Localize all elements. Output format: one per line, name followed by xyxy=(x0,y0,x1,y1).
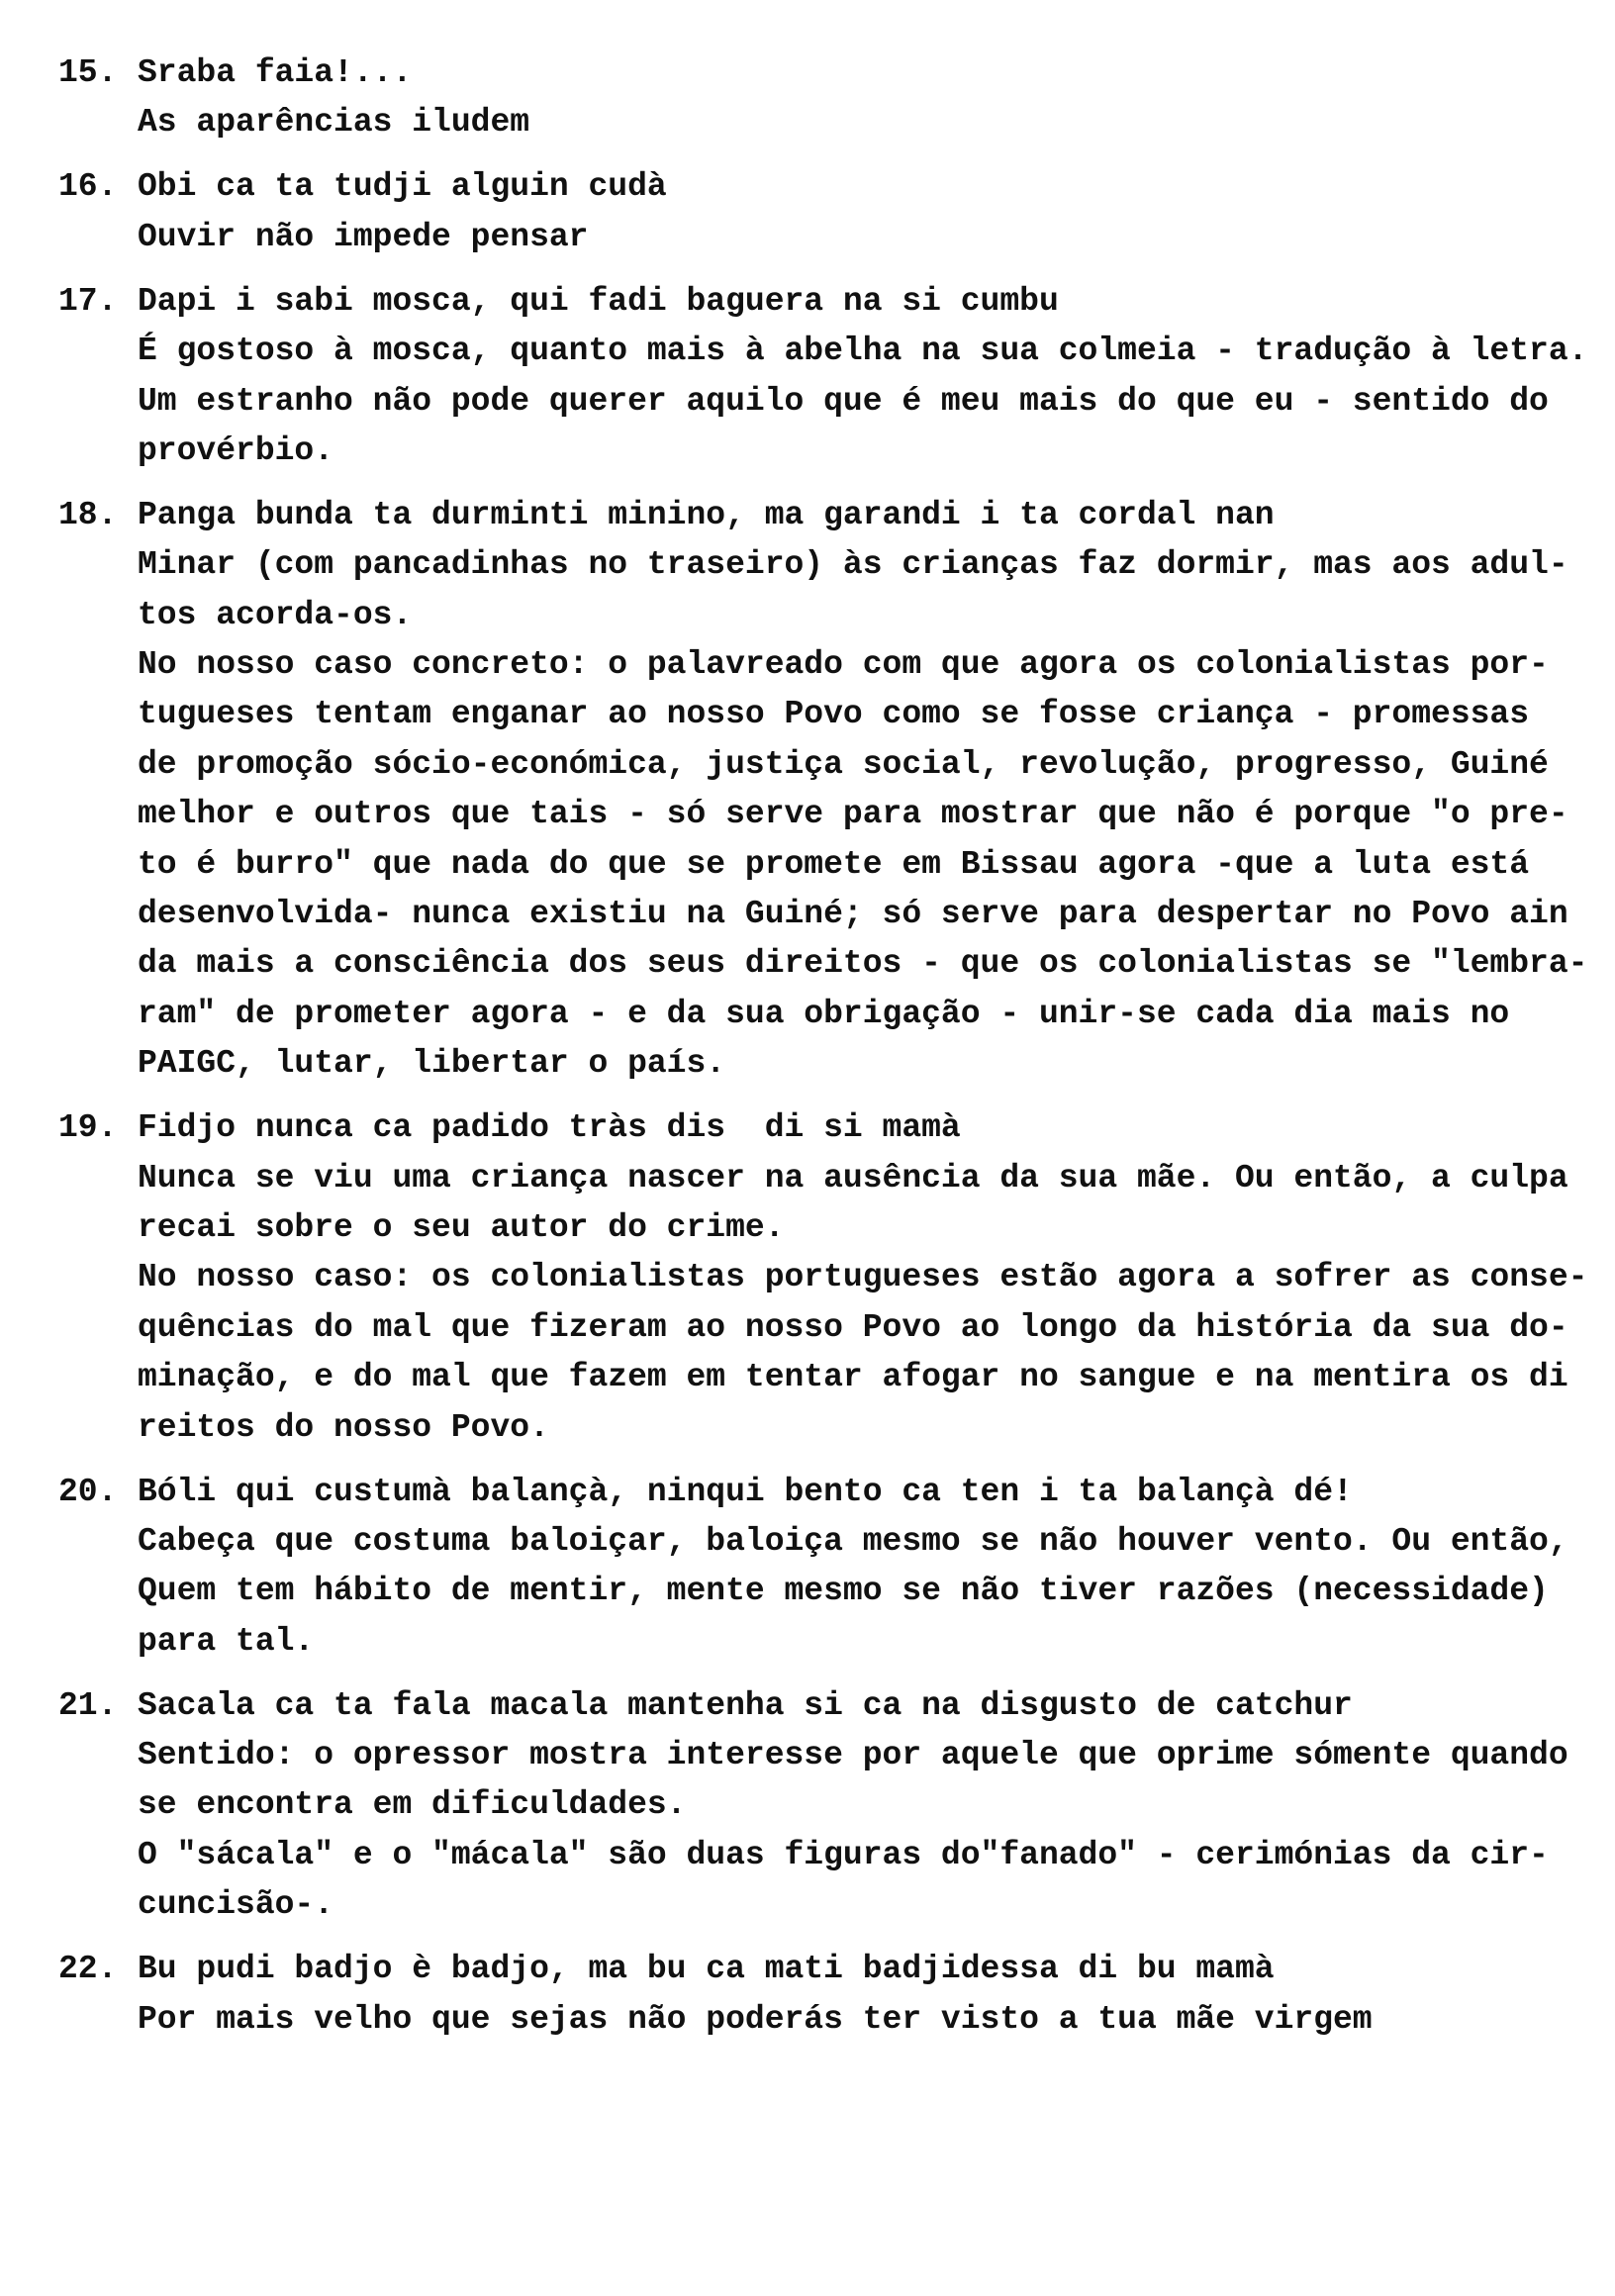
proverb-explanation-line: recai sobre o seu autor do crime. xyxy=(138,1208,785,1246)
proverbs-document xyxy=(58,48,1588,2059)
proverb-number: 19. xyxy=(58,1109,118,1147)
proverb-explanation-line: para tal. xyxy=(138,1622,315,1660)
proverb-explanation-line: PAIGC, lutar, libertar o país. xyxy=(138,1045,726,1083)
proverb-item xyxy=(58,491,1588,1090)
proverb-explanation-line: melhor e outros que tais - só serve para mostrar que não é porque "o pre- xyxy=(138,796,1568,833)
proverb-explanation-line: provérbio. xyxy=(138,431,334,469)
proverb-explanation-line: É gostoso à mosca, quanto mais à abelha na sua colmeia - tradução à letra. xyxy=(138,333,1588,370)
proverb-text: Panga bunda ta durminti minino, ma garandi i ta cordal nan xyxy=(138,496,1275,533)
proverb-original xyxy=(58,48,1563,98)
proverb-original xyxy=(58,1103,1563,1153)
proverb-original xyxy=(58,1468,1563,1517)
proverb-explanation-line: Cabeça que costuma baloiçar, baloiça mesmo se não houver vento. Ou então, xyxy=(138,1522,1568,1560)
proverb-explanation-line: No nosso caso concreto: o palavreado com que agora os colonialistas por- xyxy=(138,646,1549,684)
proverb-text: Sacala ca ta fala macala mantenha si ca na disgusto de catchur xyxy=(138,1686,1353,1724)
proverb-text: Bu pudi badjo è badjo, ma bu ca mati badjidessa di bu mamà xyxy=(138,1951,1275,1988)
proverb-explanation-line: Ouvir não impede pensar xyxy=(138,218,589,255)
proverb-explanation-line: Por mais velho que sejas não poderás ter visto a tua mãe virgem xyxy=(138,2000,1373,2038)
proverb-explanation-line: se encontra em dificuldades. xyxy=(138,1786,687,1824)
proverb-explanation-line: As aparências iludem xyxy=(138,104,530,142)
proverb-number: 20. xyxy=(58,1473,118,1510)
proverb-explanation-line: Sentido: o opressor mostra interesse por aquele que oprime sómente quando xyxy=(138,1737,1568,1774)
proverb-explanation-line: cuncisão-. xyxy=(138,1886,334,1924)
proverb-number: 16. xyxy=(58,168,118,206)
proverb-item xyxy=(58,48,1563,148)
proverb-item xyxy=(58,1681,1568,1931)
proverb-explanation-line: minação, e do mal que fazem em tentar afogar no sangue e na mentira os di xyxy=(138,1359,1568,1396)
proverb-item xyxy=(58,1468,1568,1668)
proverb-explanation-line: tos acorda-os. xyxy=(138,596,413,633)
proverb-text: Fidjo nunca ca padido tràs dis di si mamà xyxy=(138,1109,961,1147)
proverb-explanation-line: Nunca se viu uma criança nascer na ausência da sua mãe. Ou então, a culpa xyxy=(138,1159,1568,1196)
proverb-text: Dapi i sabi mosca, qui fadi baguera na si cumbu xyxy=(138,282,1059,320)
proverb-item xyxy=(58,162,1563,262)
proverb-item xyxy=(58,1945,1563,2045)
proverb-explanation-line: de promoção sócio-económica, justiça social, revolução, progresso, Guiné xyxy=(138,745,1549,783)
proverb-item xyxy=(58,1103,1588,1453)
proverb-number: 15. xyxy=(58,54,118,91)
proverb-explanation-line: Quem tem hábito de mentir, mente mesmo se não tiver razões (necessidade) xyxy=(138,1573,1549,1610)
proverb-explanation-line: desenvolvida- nunca existiu na Guiné; só serve para despertar no Povo ain xyxy=(138,896,1568,933)
proverb-text: Sraba faia!... xyxy=(138,54,413,91)
proverb-explanation-line: Um estranho não pode querer aquilo que é meu mais do que eu - sentido do xyxy=(138,382,1549,420)
proverb-explanation-line: ram" de prometer agora - e da sua obrigação - unir-se cada dia mais no xyxy=(138,995,1510,1032)
proverb-explanation-line: quências do mal que fizeram ao nosso Povo ao longo da história da sua do- xyxy=(138,1308,1568,1346)
proverb-item xyxy=(58,277,1588,477)
proverb-text: Obi ca ta tudji alguin cudà xyxy=(138,168,667,206)
proverb-text: Bóli qui custumà balançà, ninqui bento ca ten i ta balançà dé! xyxy=(138,1473,1353,1510)
proverb-original xyxy=(58,491,1563,540)
proverb-number: 17. xyxy=(58,282,118,320)
proverb-original xyxy=(58,1945,1563,1994)
proverb-number: 21. xyxy=(58,1686,118,1724)
proverb-explanation-line: O "sácala" e o "mácala" são duas figuras do"fanado" - cerimónias da cir- xyxy=(138,1836,1549,1873)
proverb-explanation-line: reitos do nosso Povo. xyxy=(138,1408,549,1446)
proverb-explanation-line: tugueses tentam enganar ao nosso Povo como se fosse criança - promessas xyxy=(138,696,1530,733)
proverb-number: 18. xyxy=(58,496,118,533)
proverb-original xyxy=(58,277,1563,327)
proverb-original xyxy=(58,1681,1563,1731)
proverb-explanation-line: to é burro" que nada do que se promete em Bissau agora -que a luta está xyxy=(138,845,1530,883)
proverb-explanation-line: Minar (com pancadinhas no traseiro) às crianças faz dormir, mas aos adul- xyxy=(138,546,1568,584)
proverb-explanation-line: da mais a consciência dos seus direitos - que os colonialistas se "lembra- xyxy=(138,945,1588,983)
proverb-number: 22. xyxy=(58,1951,118,1988)
proverb-original xyxy=(58,162,1563,212)
proverb-explanation-line: No nosso caso: os colonialistas portugueses estão agora a sofrer as conse- xyxy=(138,1259,1588,1296)
